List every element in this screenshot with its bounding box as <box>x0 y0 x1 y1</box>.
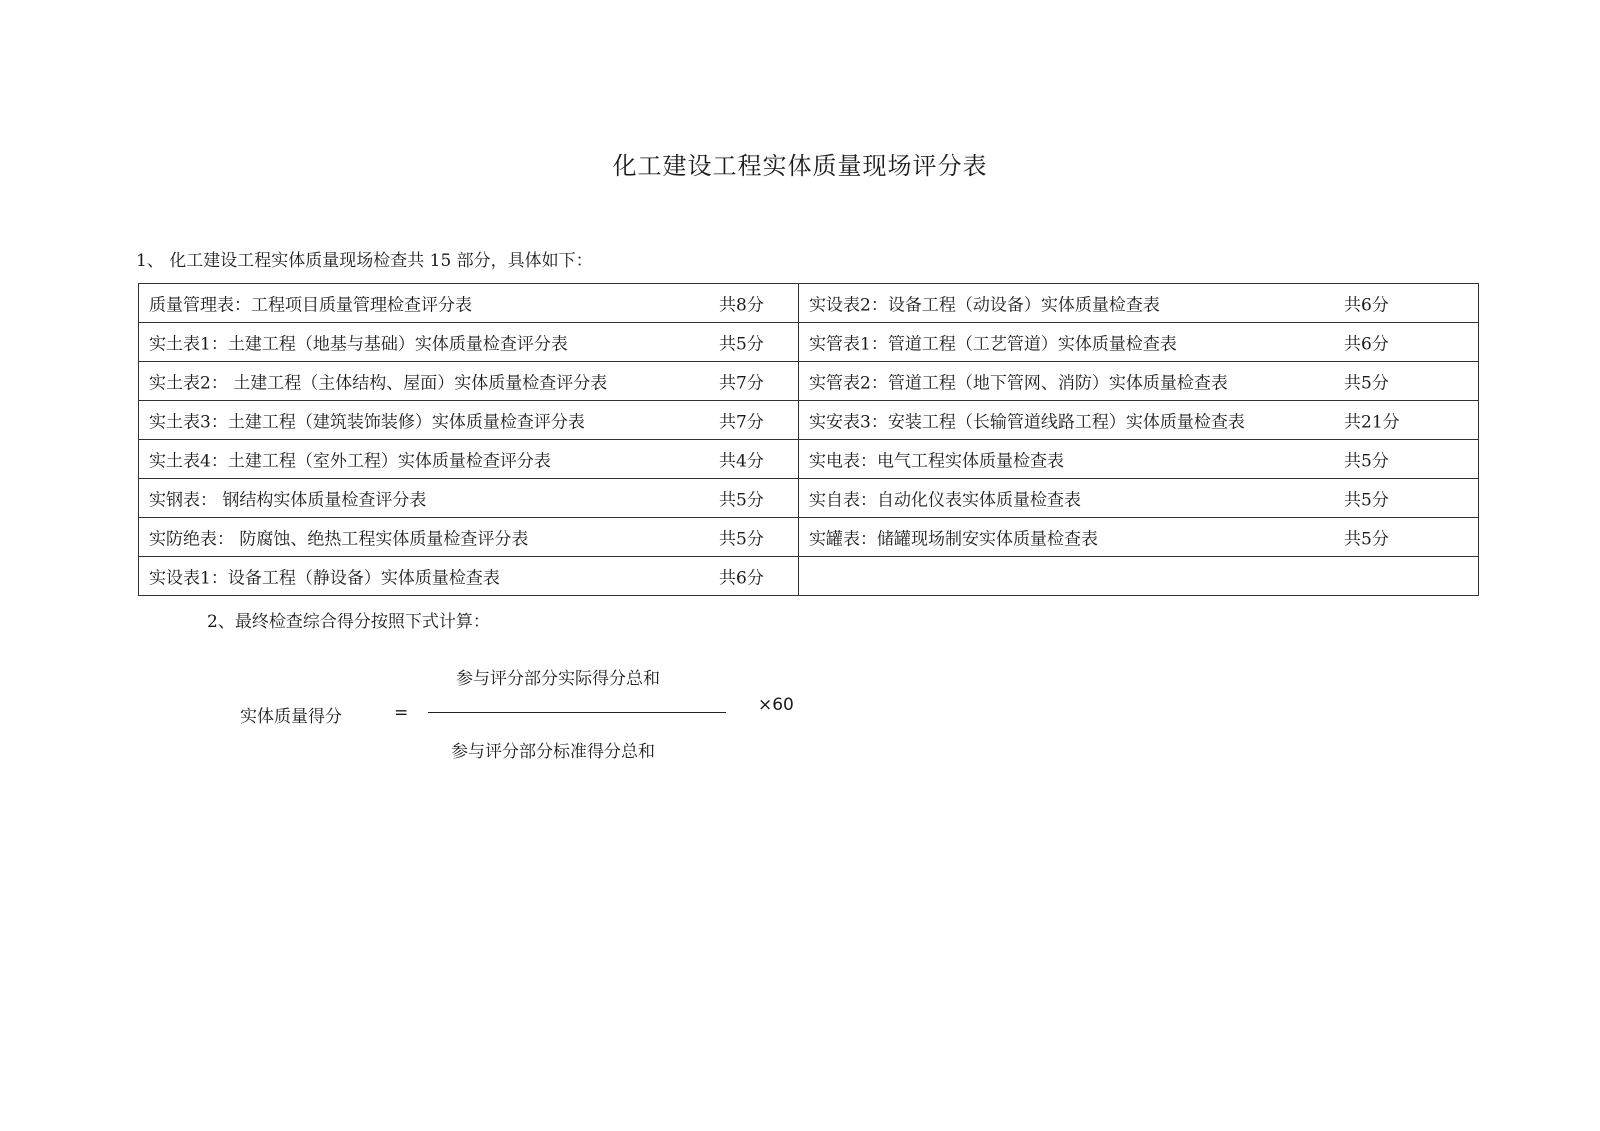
table-cell <box>799 518 1479 557</box>
table-cell <box>139 557 799 596</box>
part-name: 实土表3：土建工程（建筑装饰装修）实体质量检查评分表 <box>149 412 585 433</box>
part-score: 共5分 <box>719 490 764 511</box>
table-row <box>139 557 1479 596</box>
part-score: 共4分 <box>719 451 764 472</box>
table-cell <box>139 479 799 518</box>
part-score: 共5分 <box>719 334 764 355</box>
table-cell <box>139 440 799 479</box>
table-cell <box>799 440 1479 479</box>
table-cell <box>139 401 799 440</box>
part-score: 共6分 <box>1344 295 1389 316</box>
table-row <box>139 479 1479 518</box>
table-row <box>139 323 1479 362</box>
table-cell <box>799 401 1479 440</box>
part-name: 实安表3：安装工程（长输管道线路工程）实体质量检查表 <box>809 412 1245 433</box>
formula-denominator: 参与评分部分标准得分总和 <box>451 742 655 762</box>
part-name: 实土表4：土建工程（室外工程）实体质量检查评分表 <box>149 451 551 472</box>
table-cell <box>799 323 1479 362</box>
part-name: 实防绝表： 防腐蚀、绝热工程实体质量检查评分表 <box>149 529 529 550</box>
table-cell <box>139 323 799 362</box>
table-cell <box>799 362 1479 401</box>
part-score: 共5分 <box>719 529 764 550</box>
part-score: 共6分 <box>719 568 764 589</box>
part-name: 实土表2： 土建工程（主体结构、屋面）实体质量检查评分表 <box>149 373 608 394</box>
part-name: 实管表1：管道工程（工艺管道）实体质量检查表 <box>809 334 1177 355</box>
part-name: 实钢表： 钢结构实体质量检查评分表 <box>149 490 427 511</box>
formula-equals: = <box>394 703 409 723</box>
part-score: 共5分 <box>1344 373 1389 394</box>
part-name: 实自表：自动化仪表实体质量检查表 <box>809 490 1081 511</box>
part-score: 共5分 <box>1344 490 1389 511</box>
part-score: 共7分 <box>719 373 764 394</box>
table-cell <box>799 479 1479 518</box>
table-cell <box>139 362 799 401</box>
table-cell <box>799 284 1479 323</box>
formula-lhs: 实体质量得分 <box>240 707 342 727</box>
fraction-bar <box>428 712 726 713</box>
part-score: 共7分 <box>719 412 764 433</box>
table-cell-empty <box>799 557 1479 596</box>
part-score: 共6分 <box>1344 334 1389 355</box>
table-row <box>139 440 1479 479</box>
table-row <box>139 518 1479 557</box>
formula-note: 2、最终检查综合得分按照下式计算： <box>207 612 490 632</box>
part-name: 质量管理表：工程项目质量管理检查评分表 <box>149 295 472 316</box>
part-name: 实电表：电气工程实体质量检查表 <box>809 451 1064 472</box>
part-score: 共21分 <box>1344 412 1400 433</box>
table-row <box>139 401 1479 440</box>
table-row <box>139 284 1479 323</box>
intro-text: 1、 化工建设工程实体质量现场检查共 15 部分，具体如下： <box>136 251 593 271</box>
part-score: 共8分 <box>719 295 764 316</box>
table-cell <box>139 518 799 557</box>
part-name: 实设表1：设备工程（静设备）实体质量检查表 <box>149 568 500 589</box>
part-score: 共5分 <box>1344 451 1389 472</box>
part-name: 实土表1：土建工程（地基与基础）实体质量检查评分表 <box>149 334 568 355</box>
table-cell <box>139 284 799 323</box>
part-name: 实设表2：设备工程（动设备）实体质量检查表 <box>809 295 1160 316</box>
parts-table <box>138 283 1479 596</box>
part-score: 共5分 <box>1344 529 1389 550</box>
page-title: 化工建设工程实体质量现场评分表 <box>612 152 988 180</box>
table-row <box>139 362 1479 401</box>
part-name: 实罐表：储罐现场制安实体质量检查表 <box>809 529 1098 550</box>
formula-multiplier: ×60 <box>758 695 794 715</box>
formula-numerator: 参与评分部分实际得分总和 <box>456 669 660 689</box>
part-name: 实管表2：管道工程（地下管网、消防）实体质量检查表 <box>809 373 1228 394</box>
